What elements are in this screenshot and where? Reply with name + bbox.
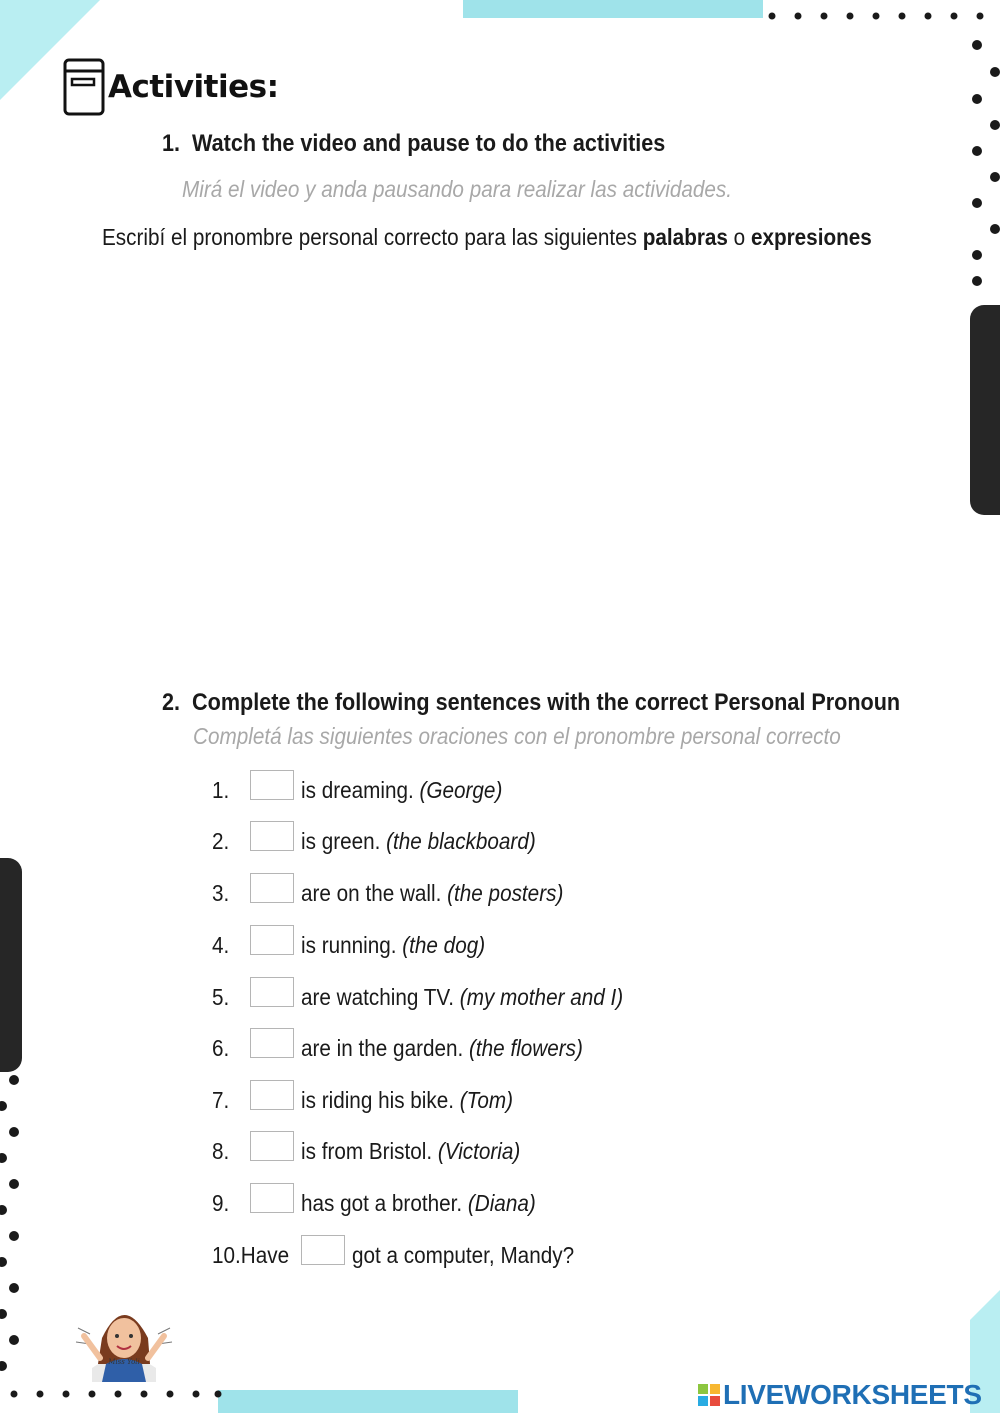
item-sentence bbox=[301, 880, 563, 907]
exercise-item-3 bbox=[212, 873, 592, 913]
item-text: are watching TV. bbox=[301, 983, 460, 1010]
exercise-item-4 bbox=[212, 925, 506, 965]
side-tab-left bbox=[0, 858, 22, 1072]
section-1-title: Watch the video and pause to do the activities bbox=[192, 130, 666, 157]
answer-input-9[interactable] bbox=[250, 1183, 294, 1213]
exercise-item-10 bbox=[212, 1235, 599, 1275]
item-sentence bbox=[301, 1035, 583, 1062]
instruction-text: Escribí el pronombre personal correcto para las siguientes bbox=[102, 224, 643, 250]
exercise-item-1 bbox=[212, 770, 525, 810]
section-1-heading bbox=[162, 130, 665, 158]
instruction-connector: o bbox=[727, 224, 751, 250]
section-2-title: Complete the following sentences with the correct Personal Pronoun bbox=[192, 689, 901, 716]
book-icon bbox=[62, 57, 106, 117]
instruction-bold-words: palabras bbox=[642, 224, 728, 250]
instruction-bold-expressions: expresiones bbox=[750, 224, 872, 250]
avatar-caption: Miss Yoli bbox=[108, 1358, 140, 1366]
item-number: 1. bbox=[212, 776, 230, 803]
item-hint: (George) bbox=[419, 776, 503, 803]
answer-input-5[interactable] bbox=[250, 977, 294, 1007]
section-1-subtitle: Mirá el video y anda pausando para realizar las actividades. bbox=[182, 176, 733, 202]
answer-input-3[interactable] bbox=[250, 873, 294, 903]
item-hint: (the dog) bbox=[402, 931, 486, 958]
item-hint: (Tom) bbox=[459, 1086, 514, 1113]
item-text: is running. bbox=[301, 931, 403, 958]
dots-decoration-left bbox=[0, 1070, 30, 1390]
item-number: 3. bbox=[212, 879, 230, 906]
item-text: is from Bristol. bbox=[301, 1137, 438, 1164]
section-1-number: 1. bbox=[162, 130, 181, 157]
liveworksheets-logo-icon bbox=[697, 1383, 721, 1407]
item-sentence bbox=[301, 984, 623, 1011]
item-10-text: got a computer, Mandy? bbox=[352, 1241, 575, 1268]
item-10-prefix: 10.Have bbox=[212, 1241, 290, 1268]
teacher-avatar bbox=[70, 1298, 178, 1382]
item-text: are on the wall. bbox=[301, 879, 448, 906]
side-tab-right bbox=[970, 305, 1000, 515]
item-number: 2. bbox=[212, 827, 230, 854]
item-number: 9. bbox=[212, 1189, 230, 1216]
item-number: 6. bbox=[212, 1034, 230, 1061]
item-sentence bbox=[301, 932, 485, 959]
item-number: 8. bbox=[212, 1137, 230, 1164]
item-sentence bbox=[301, 828, 536, 855]
answer-input-1[interactable] bbox=[250, 770, 294, 800]
item-text: is riding his bike. bbox=[301, 1086, 460, 1113]
item-sentence bbox=[301, 1138, 520, 1165]
exercise-item-6 bbox=[212, 1028, 614, 1068]
item-text: is dreaming. bbox=[301, 776, 420, 803]
item-hint: (Victoria) bbox=[437, 1137, 521, 1164]
answer-input-6[interactable] bbox=[250, 1028, 294, 1058]
item-number: 7. bbox=[212, 1086, 230, 1113]
item-text: has got a brother. bbox=[301, 1189, 468, 1216]
item-sentence bbox=[301, 1087, 513, 1114]
exercise-item-5 bbox=[212, 977, 659, 1017]
answer-input-8[interactable] bbox=[250, 1131, 294, 1161]
section-2-heading bbox=[162, 689, 900, 717]
item-sentence bbox=[301, 777, 502, 804]
answer-input-4[interactable] bbox=[250, 925, 294, 955]
item-text: is green. bbox=[301, 827, 387, 854]
item-hint: (the flowers) bbox=[469, 1034, 583, 1061]
item-number: 4. bbox=[212, 931, 230, 958]
exercise-item-2 bbox=[212, 821, 562, 861]
section-2-subtitle: Completá las siguientes oraciones con el pronombre personal correcto bbox=[193, 723, 841, 749]
section-1-instruction bbox=[102, 224, 872, 251]
activities-header bbox=[62, 56, 278, 118]
answer-input-10[interactable] bbox=[301, 1235, 345, 1265]
answer-input-2[interactable] bbox=[250, 821, 294, 851]
exercise-item-7 bbox=[212, 1080, 537, 1120]
dots-decoration-top-right bbox=[760, 0, 1000, 300]
accent-bar-bottom bbox=[218, 1390, 518, 1413]
dots-decoration-bottom bbox=[0, 1380, 230, 1410]
exercise-item-8 bbox=[212, 1131, 545, 1171]
accent-bar-top bbox=[463, 0, 763, 18]
section-2-number: 2. bbox=[162, 689, 181, 716]
liveworksheets-logo[interactable] bbox=[697, 1375, 982, 1415]
item-hint: (the blackboard) bbox=[386, 827, 536, 854]
page-title: Activities: bbox=[108, 69, 279, 105]
exercise-item-9 bbox=[212, 1183, 562, 1223]
item-hint: (my mother and I) bbox=[459, 983, 624, 1010]
answer-input-7[interactable] bbox=[250, 1080, 294, 1110]
item-number: 5. bbox=[212, 983, 230, 1010]
logo-text: LIVEWORKSHEETS bbox=[723, 1379, 982, 1410]
item-hint: (the posters) bbox=[447, 879, 564, 906]
item-hint: (Diana) bbox=[467, 1189, 536, 1216]
item-sentence bbox=[301, 1190, 536, 1217]
item-text: are in the garden. bbox=[301, 1034, 470, 1061]
